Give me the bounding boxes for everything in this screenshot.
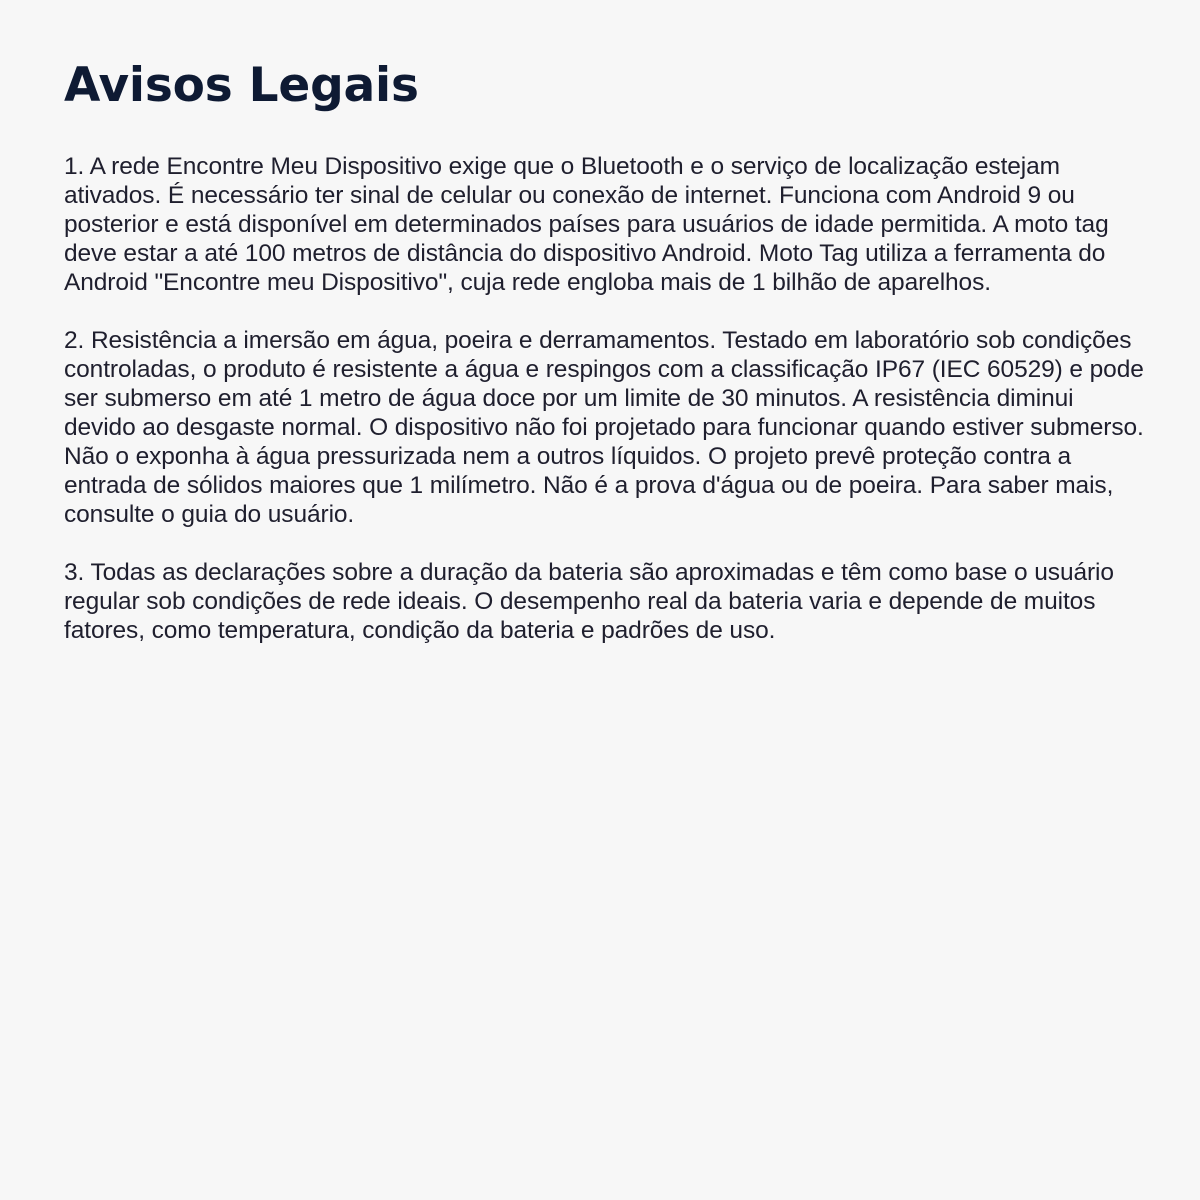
- legal-note-1: 1. A rede Encontre Meu Dispositivo exige que o Bluetooth e o serviço de localização estejam ativados. É necessário ter sinal de celular ou conexão de internet. Funciona com Android 9 ou posterior e está disponível em determinados países para usuários de idade permitida. A moto tag deve estar a até 100 metros de distância do dispositivo Android. Moto Tag utiliza a ferramenta do Android "Encontre meu Dispositivo", cuja rede engloba mais de 1 bilhão de aparelhos.: [64, 153, 1109, 297]
- legal-note-2: 2. Resistência a imersão em água, poeira e derramamentos. Testado em laboratório sob condições controladas, o produto é resistente a água e respingos com a classificação IP67 (IEC 60529) e pode ser submerso em até 1 metro de água doce por um limite de 30 minutos. A resistência diminui devido ao desgaste normal. O dispositivo não foi projetado para funcionar quando estiver submerso. Não o exponha à água pressurizada nem a outros líquidos. O projeto prevê proteção contra a entrada de sólidos maiores que 1 milímetro. Não é a prova d'água ou de poeira. Para saber mais, consulte o guia do usuário.: [64, 327, 1144, 529]
- legal-notes-list: [64, 152, 1150, 645]
- legal-note-3: 3. Todas as declarações sobre a duração da bateria são aproximadas e têm como base o usuário regular sob condições de rede ideais. O desempenho real da bateria varia e depende de muitos fatores, como temperatura, condição da bateria e padrões de uso.: [64, 559, 1114, 645]
- page-title: Avisos Legais: [64, 58, 419, 113]
- legal-notices-page: [64, 58, 1150, 674]
